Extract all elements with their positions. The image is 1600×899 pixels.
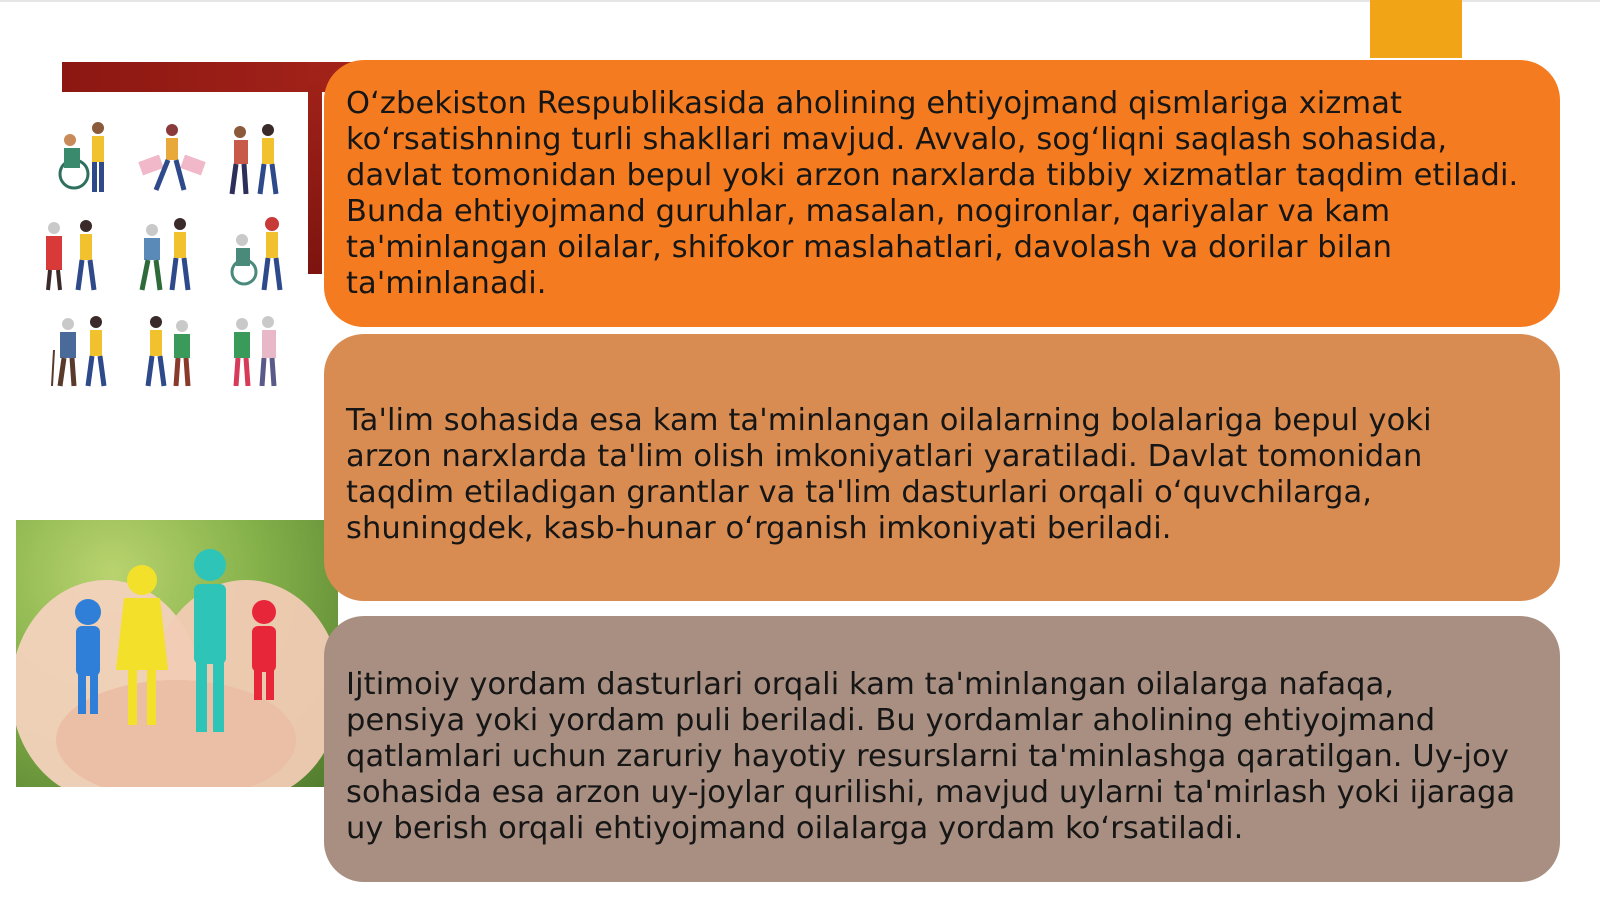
person-elderly-woman-illustration [30,214,116,296]
text-line: O‘zbekiston Respublikasida aholining ehtiyojmand qismlariga xizmat [346,85,1403,121]
text-block-health [324,60,1560,327]
text-line: taqdim etiladigan grantlar va ta'lim dasturlari orqali o‘quvchilarga, [346,474,1373,510]
text-line: Ta'lim sohasida esa kam ta'minlangan oilalarning bolalariga bepul yoki [346,402,1432,438]
person-assisting-illustration [126,310,212,392]
text-line: sohasida esa arzon uy-joylar qurilishi, mavjud uylarni ta'mirlash yoki ijaraga [346,775,1516,810]
text-line: Ijtimoiy yordam dasturlari orqali kam ta'minlangan oilalarga nafaqa, [346,667,1395,702]
text-line: shuningdek, kasb-hunar o‘rganish imkoniyati beriladi. [346,510,1172,546]
hands-holding-paper-family-photo [16,520,338,787]
text-line: pensiya yoki yordam puli beriladi. Bu yordamlar aholining ehtiyojmand [346,703,1436,738]
text-line: ta'minlangan oilalar, shifokor maslahatlari, davolash va dorilar bilan [346,229,1393,265]
text-line: uy berish orqali ehtiyojmand oilalarga yordam ko‘rsatiladi. [346,811,1244,846]
person-cane-illustration [40,310,126,392]
person-wheelchair-illustration [40,118,126,200]
text-line: ta'minlanadi. [346,265,547,301]
text-line: qatlamlari uchun zaruriy hayotiy resurslarni ta'minlashga qaratilgan. Uy-joy [346,739,1509,774]
people-illustration-grid [30,118,300,398]
text-block-social-support [324,616,1560,882]
person-carrying-illustration [126,118,212,200]
person-elderly-helper-illustration [214,118,300,200]
text-line: arzon narxlarda ta'lim olish imkoniyatlari yaratiladi. Davlat tomonidan [346,438,1423,474]
top-border-line [0,0,1600,2]
text-block-education [324,334,1560,601]
text-line: davlat tomonidan bepul yoki arzon narxlarda tibbiy xizmatlar taqdim etiladi. [346,157,1519,193]
person-walking-support-illustration [126,214,212,296]
orange-accent-square [1370,0,1462,58]
person-elderly-couple-illustration [214,310,300,392]
text-line: Bunda ehtiyojmand guruhlar, masalan, nogironlar, qariyalar va kam [346,193,1391,229]
dark-red-vertical-bar [308,62,322,274]
text-line: ko‘rsatishning turli shakllari mavjud. Avvalo, sog‘liqni saqlash sohasida, [346,121,1448,157]
person-wheelchair-helper-illustration [214,214,300,296]
